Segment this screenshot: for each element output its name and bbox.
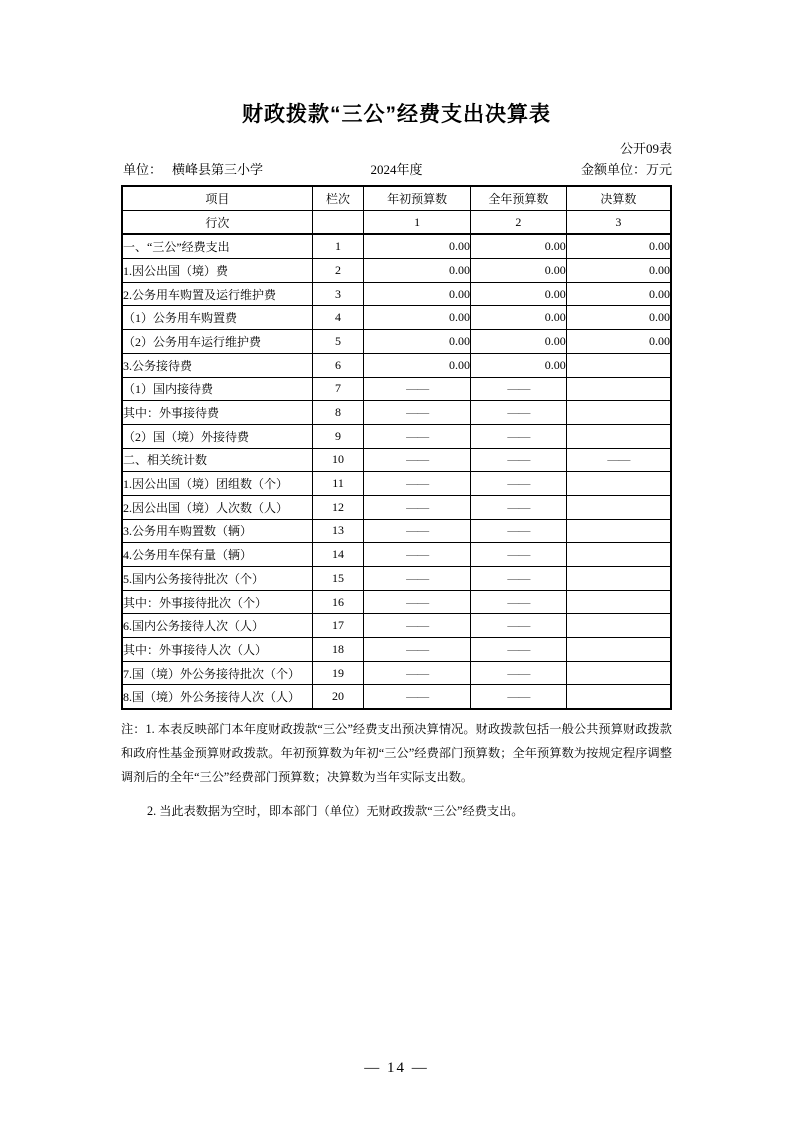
table-row (122, 685, 671, 709)
item-cell: 8.国（境）外公务接待人次（人） (122, 685, 312, 709)
value-cell: —— (471, 614, 567, 638)
table-row (122, 661, 671, 685)
item-cell: 3.公务用车购置数（辆） (122, 519, 312, 543)
three-public-table-body (122, 186, 671, 709)
item-cell: 1.因公出国（境）团组数（个） (122, 472, 312, 496)
value-cell: —— (364, 377, 471, 401)
item-cell: 其中：外事接待人次（人） (122, 638, 312, 662)
page-number: — 14 — (364, 1060, 429, 1076)
value-cell (566, 543, 671, 567)
item-cell: 二、相关统计数 (122, 448, 312, 472)
item-cell: 其中：外事接待费 (122, 401, 312, 425)
value-cell: —— (364, 472, 471, 496)
fiscal-year: 2024年度 (370, 162, 423, 177)
value-cell: —— (471, 377, 567, 401)
value-cell: 0.00 (364, 353, 471, 377)
line-row-number-cell: 3 (566, 210, 671, 234)
line-row-number-cell: 2 (471, 210, 567, 234)
value-cell: —— (471, 472, 567, 496)
item-cell: 2.公务用车购置及运行维护费 (122, 282, 312, 306)
column-header-0: 项目 (122, 186, 312, 210)
table-row (122, 495, 671, 519)
value-cell: —— (364, 661, 471, 685)
line-number-cell: 13 (312, 519, 363, 543)
item-cell: 一、“三公”经费支出 (122, 234, 312, 258)
value-cell: 0.00 (364, 282, 471, 306)
value-cell: —— (364, 519, 471, 543)
line-row-lane-cell (312, 210, 363, 234)
value-cell: 0.00 (364, 306, 471, 330)
line-number-cell: 7 (312, 377, 363, 401)
unit-label: 单位： (123, 162, 163, 177)
value-cell: —— (471, 590, 567, 614)
value-cell: —— (364, 590, 471, 614)
notes-section (121, 717, 672, 823)
value-cell: —— (471, 567, 567, 591)
value-cell: —— (471, 543, 567, 567)
line-number-row (122, 210, 671, 234)
value-cell: 0.00 (566, 306, 671, 330)
value-cell (566, 519, 671, 543)
value-cell: 0.00 (364, 330, 471, 354)
value-cell: —— (364, 495, 471, 519)
value-cell (566, 567, 671, 591)
value-cell (566, 685, 671, 709)
page-content (121, 0, 672, 823)
item-cell: 6.国内公务接待人次（人） (122, 614, 312, 638)
three-public-expense-table (121, 185, 672, 710)
line-row-label: 行次 (122, 210, 312, 234)
table-row (122, 448, 671, 472)
column-header-3: 全年预算数 (471, 186, 567, 210)
value-cell: —— (364, 614, 471, 638)
value-cell: —— (364, 448, 471, 472)
line-number-cell: 9 (312, 424, 363, 448)
line-number-cell: 4 (312, 306, 363, 330)
table-row (122, 259, 671, 283)
line-number-cell: 8 (312, 401, 363, 425)
value-cell: —— (471, 448, 567, 472)
line-number-cell: 19 (312, 661, 363, 685)
table-row (122, 306, 671, 330)
value-cell: —— (364, 401, 471, 425)
table-row (122, 424, 671, 448)
unit-field (123, 160, 263, 179)
value-cell: —— (364, 567, 471, 591)
value-cell (566, 638, 671, 662)
value-cell: 0.00 (471, 306, 567, 330)
value-cell (566, 495, 671, 519)
item-cell: 其中：外事接待批次（个） (122, 590, 312, 614)
line-row-number-cell: 1 (364, 210, 471, 234)
value-cell (566, 614, 671, 638)
table-row (122, 401, 671, 425)
table-row (122, 567, 671, 591)
line-number-cell: 20 (312, 685, 363, 709)
value-cell: 0.00 (566, 234, 671, 258)
line-number-cell: 11 (312, 472, 363, 496)
unit-name: 横峰县第三小学 (172, 162, 264, 177)
table-row (122, 638, 671, 662)
value-cell: —— (364, 543, 471, 567)
line-number-cell: 6 (312, 353, 363, 377)
meta-row (121, 160, 672, 179)
value-cell (566, 401, 671, 425)
value-cell (566, 472, 671, 496)
line-number-cell: 1 (312, 234, 363, 258)
doc-number-label: 公开09表 (619, 141, 672, 156)
value-cell: 0.00 (566, 259, 671, 283)
value-cell: —— (364, 638, 471, 662)
table-row (122, 282, 671, 306)
item-cell: 3.公务接待费 (122, 353, 312, 377)
item-cell: （1）公务用车购置费 (122, 306, 312, 330)
line-number-cell: 2 (312, 259, 363, 283)
note-2: 2. 当此表数据为空时，即本部门（单位）无财政拨款“三公”经费支出。 (147, 804, 524, 819)
line-number-cell: 17 (312, 614, 363, 638)
value-cell: —— (471, 685, 567, 709)
line-number-cell: 12 (312, 495, 363, 519)
table-row (122, 543, 671, 567)
value-cell: 0.00 (566, 282, 671, 306)
value-cell (566, 424, 671, 448)
value-cell (566, 353, 671, 377)
note-1: 注：1. 本表反映部门本年度财政拨款“三公”经费支出预决算情况。财政拨款包括一般公共预算财政拨款和政府性基金预算财政拨款。年初预算数为年初“三公”经费部门预算数；全年预算数为按规定程序调整调剂后的全年“三公”经费部门预算数；决算数为当年实际支出数。 (121, 722, 672, 785)
column-header-2: 年初预算数 (364, 186, 471, 210)
item-cell: 5.国内公务接待批次（个） (122, 567, 312, 591)
item-cell: 2.因公出国（境）人次数（人） (122, 495, 312, 519)
item-cell: （2）国（境）外接待费 (122, 424, 312, 448)
value-cell: 0.00 (471, 282, 567, 306)
value-cell: —— (471, 638, 567, 662)
value-cell (566, 377, 671, 401)
value-cell: 0.00 (566, 330, 671, 354)
value-cell: —— (566, 448, 671, 472)
item-cell: 1.因公出国（境）费 (122, 259, 312, 283)
table-row (122, 330, 671, 354)
column-header-4: 决算数 (566, 186, 671, 210)
table-header-row (122, 186, 671, 210)
line-number-cell: 15 (312, 567, 363, 591)
value-cell: 0.00 (364, 259, 471, 283)
value-cell (566, 590, 671, 614)
table-row (122, 472, 671, 496)
page-title: 财政拨款“三公”经费支出决算表 (242, 103, 551, 126)
table-row (122, 614, 671, 638)
item-cell: （1）国内接待费 (122, 377, 312, 401)
line-number-cell: 14 (312, 543, 363, 567)
value-cell (566, 661, 671, 685)
value-cell: 0.00 (471, 259, 567, 283)
item-cell: 7.国（境）外公务接待批次（个） (122, 661, 312, 685)
value-cell: —— (471, 519, 567, 543)
line-number-cell: 18 (312, 638, 363, 662)
value-cell: —— (364, 685, 471, 709)
value-cell: —— (471, 661, 567, 685)
line-number-cell: 3 (312, 282, 363, 306)
amount-unit-label: 金额单位：万元 (580, 162, 672, 177)
column-header-1: 栏次 (312, 186, 363, 210)
item-cell: 4.公务用车保有量（辆） (122, 543, 312, 567)
value-cell: —— (364, 424, 471, 448)
table-row (122, 377, 671, 401)
table-row (122, 519, 671, 543)
value-cell: —— (471, 495, 567, 519)
value-cell: —— (471, 424, 567, 448)
line-number-cell: 16 (312, 590, 363, 614)
table-row (122, 590, 671, 614)
value-cell: 0.00 (364, 234, 471, 258)
value-cell: 0.00 (471, 353, 567, 377)
table-row (122, 234, 671, 258)
value-cell: —— (471, 401, 567, 425)
line-number-cell: 10 (312, 448, 363, 472)
value-cell: 0.00 (471, 234, 567, 258)
table-row (122, 353, 671, 377)
line-number-cell: 5 (312, 330, 363, 354)
item-cell: （2）公务用车运行维护费 (122, 330, 312, 354)
value-cell: 0.00 (471, 330, 567, 354)
